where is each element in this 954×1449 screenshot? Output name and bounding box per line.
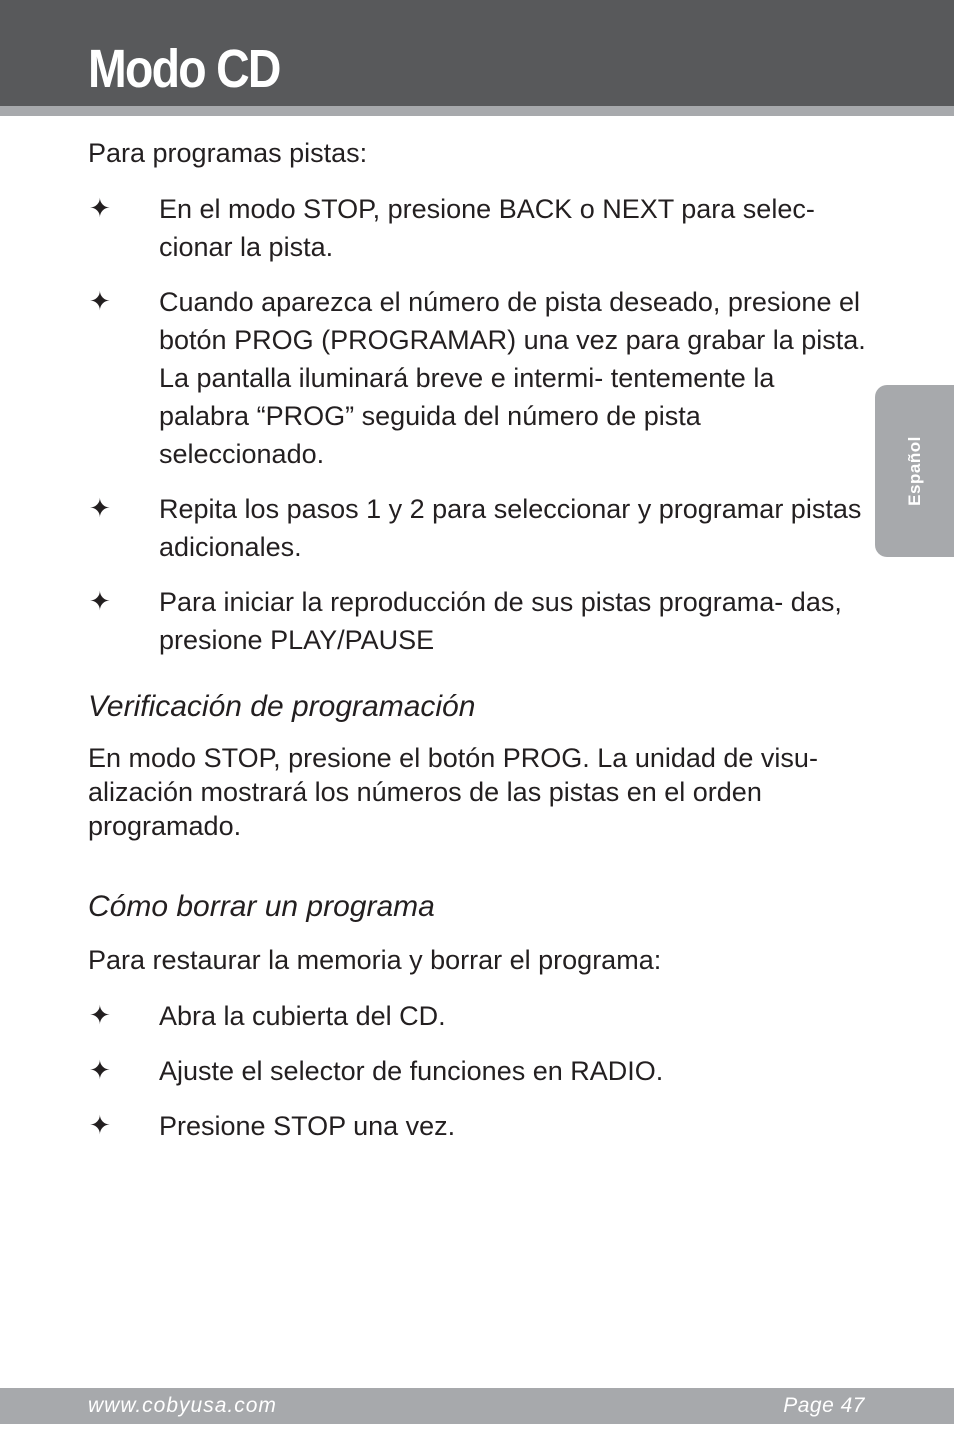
list-item [88, 997, 868, 1035]
list-item-text: Abra la cubierta del CD. [159, 1001, 446, 1031]
language-tab-label: Español [904, 436, 924, 506]
section1-intro: Para programas pistas: [88, 138, 368, 168]
section3-list [88, 997, 868, 1145]
page-title: Modo CD [88, 39, 280, 99]
page-header [0, 0, 954, 106]
section1-list [88, 190, 868, 659]
list-item [88, 190, 868, 266]
list-item-text: Ajuste el selector de funciones en RADIO. [159, 1056, 664, 1086]
header-rule [0, 106, 954, 116]
list-item [88, 1107, 868, 1145]
section3-heading: Cómo borrar un programa [88, 890, 435, 923]
section3-intro: Para restaurar la memoria y borrar el programa: [88, 945, 662, 975]
star-bullet-icon: ✦ [89, 1056, 111, 1086]
star-bullet-icon: ✦ [89, 1111, 111, 1141]
list-item [88, 1052, 868, 1090]
star-bullet-icon: ✦ [89, 494, 111, 524]
star-bullet-icon: ✦ [89, 287, 111, 317]
section2-heading: Verificación de programación [88, 690, 476, 723]
list-item [88, 583, 868, 659]
list-item-text: Para iniciar la reproducción de sus pistas programa- das, presione PLAY/PAUSE [159, 587, 842, 655]
footer-url: www.cobyusa.com [88, 1394, 277, 1417]
star-bullet-icon: ✦ [89, 194, 111, 224]
list-item [88, 490, 868, 566]
list-item-text: Repita los pasos 1 y 2 para seleccionar y programar pistas adicionales. [159, 494, 862, 562]
page-number: Page 47 [783, 1394, 865, 1417]
star-bullet-icon: ✦ [89, 1001, 111, 1031]
page-footer [0, 1388, 954, 1424]
list-item-text: Presione STOP una vez. [159, 1111, 456, 1141]
star-bullet-icon: ✦ [89, 587, 111, 617]
language-tab [875, 385, 954, 557]
list-item [88, 283, 868, 473]
section2-body: En modo STOP, presione el botón PROG. La unidad de visu- alización mostrará los números de las pistas en el orden programado. [88, 743, 818, 841]
list-item-text: Cuando aparezca el número de pista deseado, presione el botón PROG (PROGRAMAR) una vez para grabar la pista. La pantalla iluminará breve e intermi- tentemente la palabra “PROG” seguida del número de pista seleccionado. [159, 287, 866, 469]
list-item-text: En el modo STOP, presione BACK o NEXT para selec- cionar la pista. [159, 194, 815, 262]
page-content [88, 134, 868, 1162]
